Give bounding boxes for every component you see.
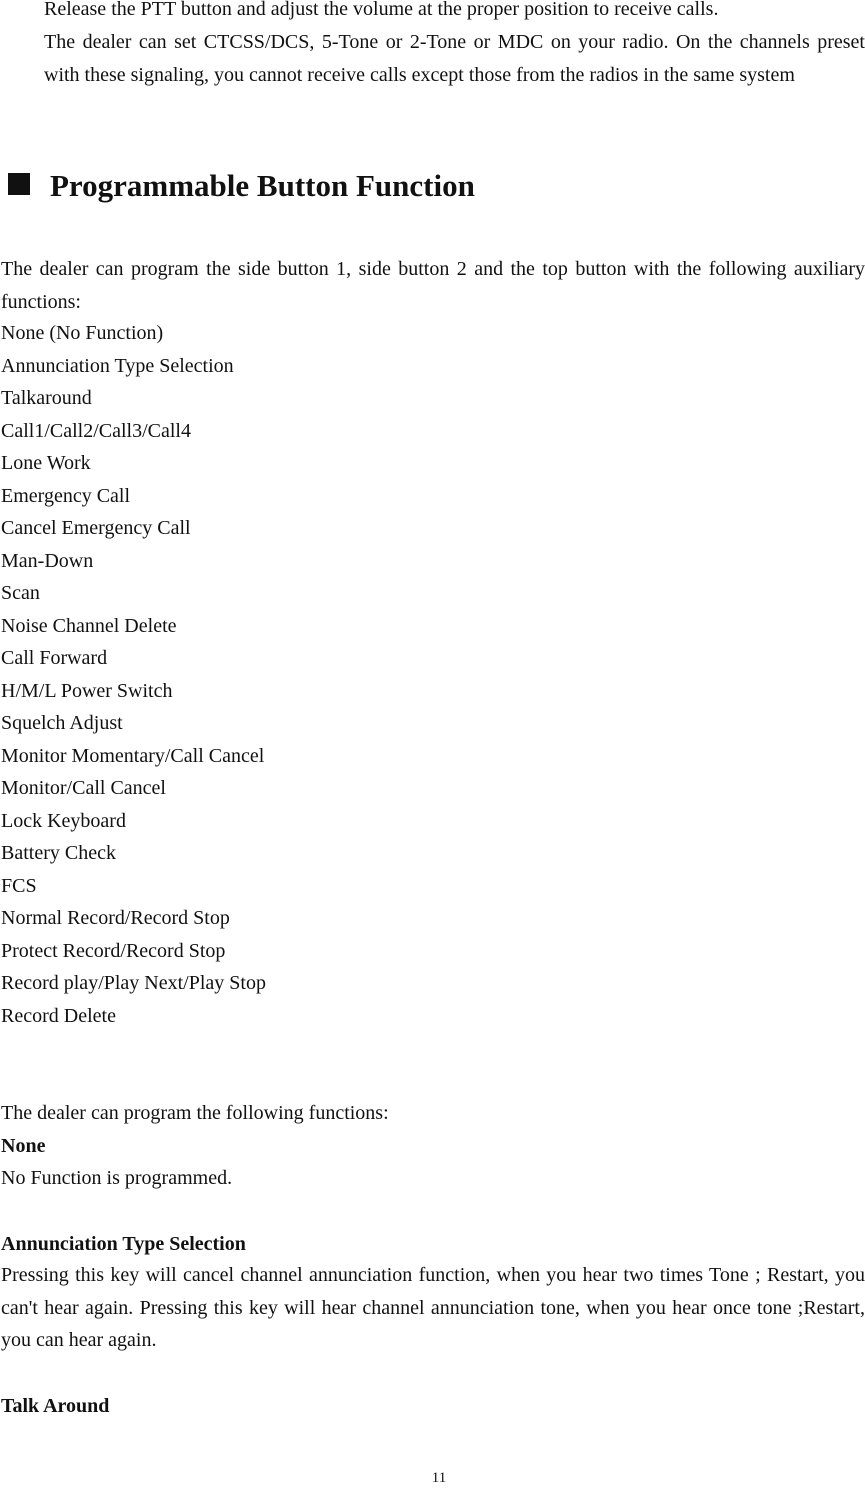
annunciation-heading: Annunciation Type Selection	[1, 1233, 246, 1255]
intro-paragraph-2: The dealer can set CTCSS/DCS, 5-Tone or 2-Tone or MDC on your radio. On the channels preset with these signaling, you cannot receive calls except those from the radios in the same system	[44, 31, 865, 86]
list-item: Emergency Call	[1, 484, 131, 507]
dealer-program-paragraph: The dealer can program the following functions:	[1, 1102, 389, 1124]
list-item: Man-Down	[1, 549, 94, 572]
list-item: Monitor Momentary/Call Cancel	[1, 744, 265, 767]
list-item: Squelch Adjust	[1, 712, 123, 734]
talkaround-heading: Talk Around	[1, 1395, 110, 1417]
list-item: Lone Work	[1, 452, 91, 474]
list-item: Monitor/Call Cancel	[1, 777, 166, 799]
list-item: Battery Check	[1, 842, 116, 864]
none-description: No Function is programmed.	[1, 1167, 233, 1189]
list-item: Noise Channel Delete	[1, 614, 177, 637]
list-item: Annunciation Type Selection	[1, 354, 234, 377]
intro-line-1: Release the PTT button and adjust the volume at the proper position to receive calls.	[44, 0, 719, 20]
list-item: Call1/Call2/Call3/Call4	[1, 419, 191, 442]
section-title: Programmable Button Function	[50, 168, 475, 203]
list-item: Normal Record/Record Stop	[1, 907, 230, 929]
list-item: Protect Record/Record Stop	[1, 939, 226, 962]
list-item: Record Delete	[1, 1004, 116, 1027]
list-item: None (No Function)	[1, 322, 164, 344]
list-item: Lock Keyboard	[1, 809, 126, 832]
list-item: H/M/L Power Switch	[1, 679, 173, 702]
list-item: Scan	[1, 582, 40, 604]
list-item: Cancel Emergency Call	[1, 517, 191, 539]
black-square-icon	[8, 173, 30, 195]
list-item: Call Forward	[1, 647, 108, 669]
section-heading	[0, 166, 475, 206]
annunciation-description: Pressing this key will cancel channel annunciation function, when you hear two times Tone ; Restart, you can't hear again. Pressing this key will hear channel annunciation tone, when you hear once tone ;Restart, you can hear again.	[1, 1264, 865, 1351]
function-list	[1, 318, 266, 1033]
page-number: 11	[431, 1470, 447, 1486]
none-heading: None	[1, 1135, 46, 1157]
list-item: Talkaround	[1, 387, 92, 409]
list-item: Record play/Play Next/Play Stop	[1, 972, 266, 994]
intro-paragraph-programmable: The dealer can program the side button 1, side button 2 and the top button with the following auxiliary functions:	[1, 258, 865, 313]
list-item: FCS	[1, 874, 37, 897]
